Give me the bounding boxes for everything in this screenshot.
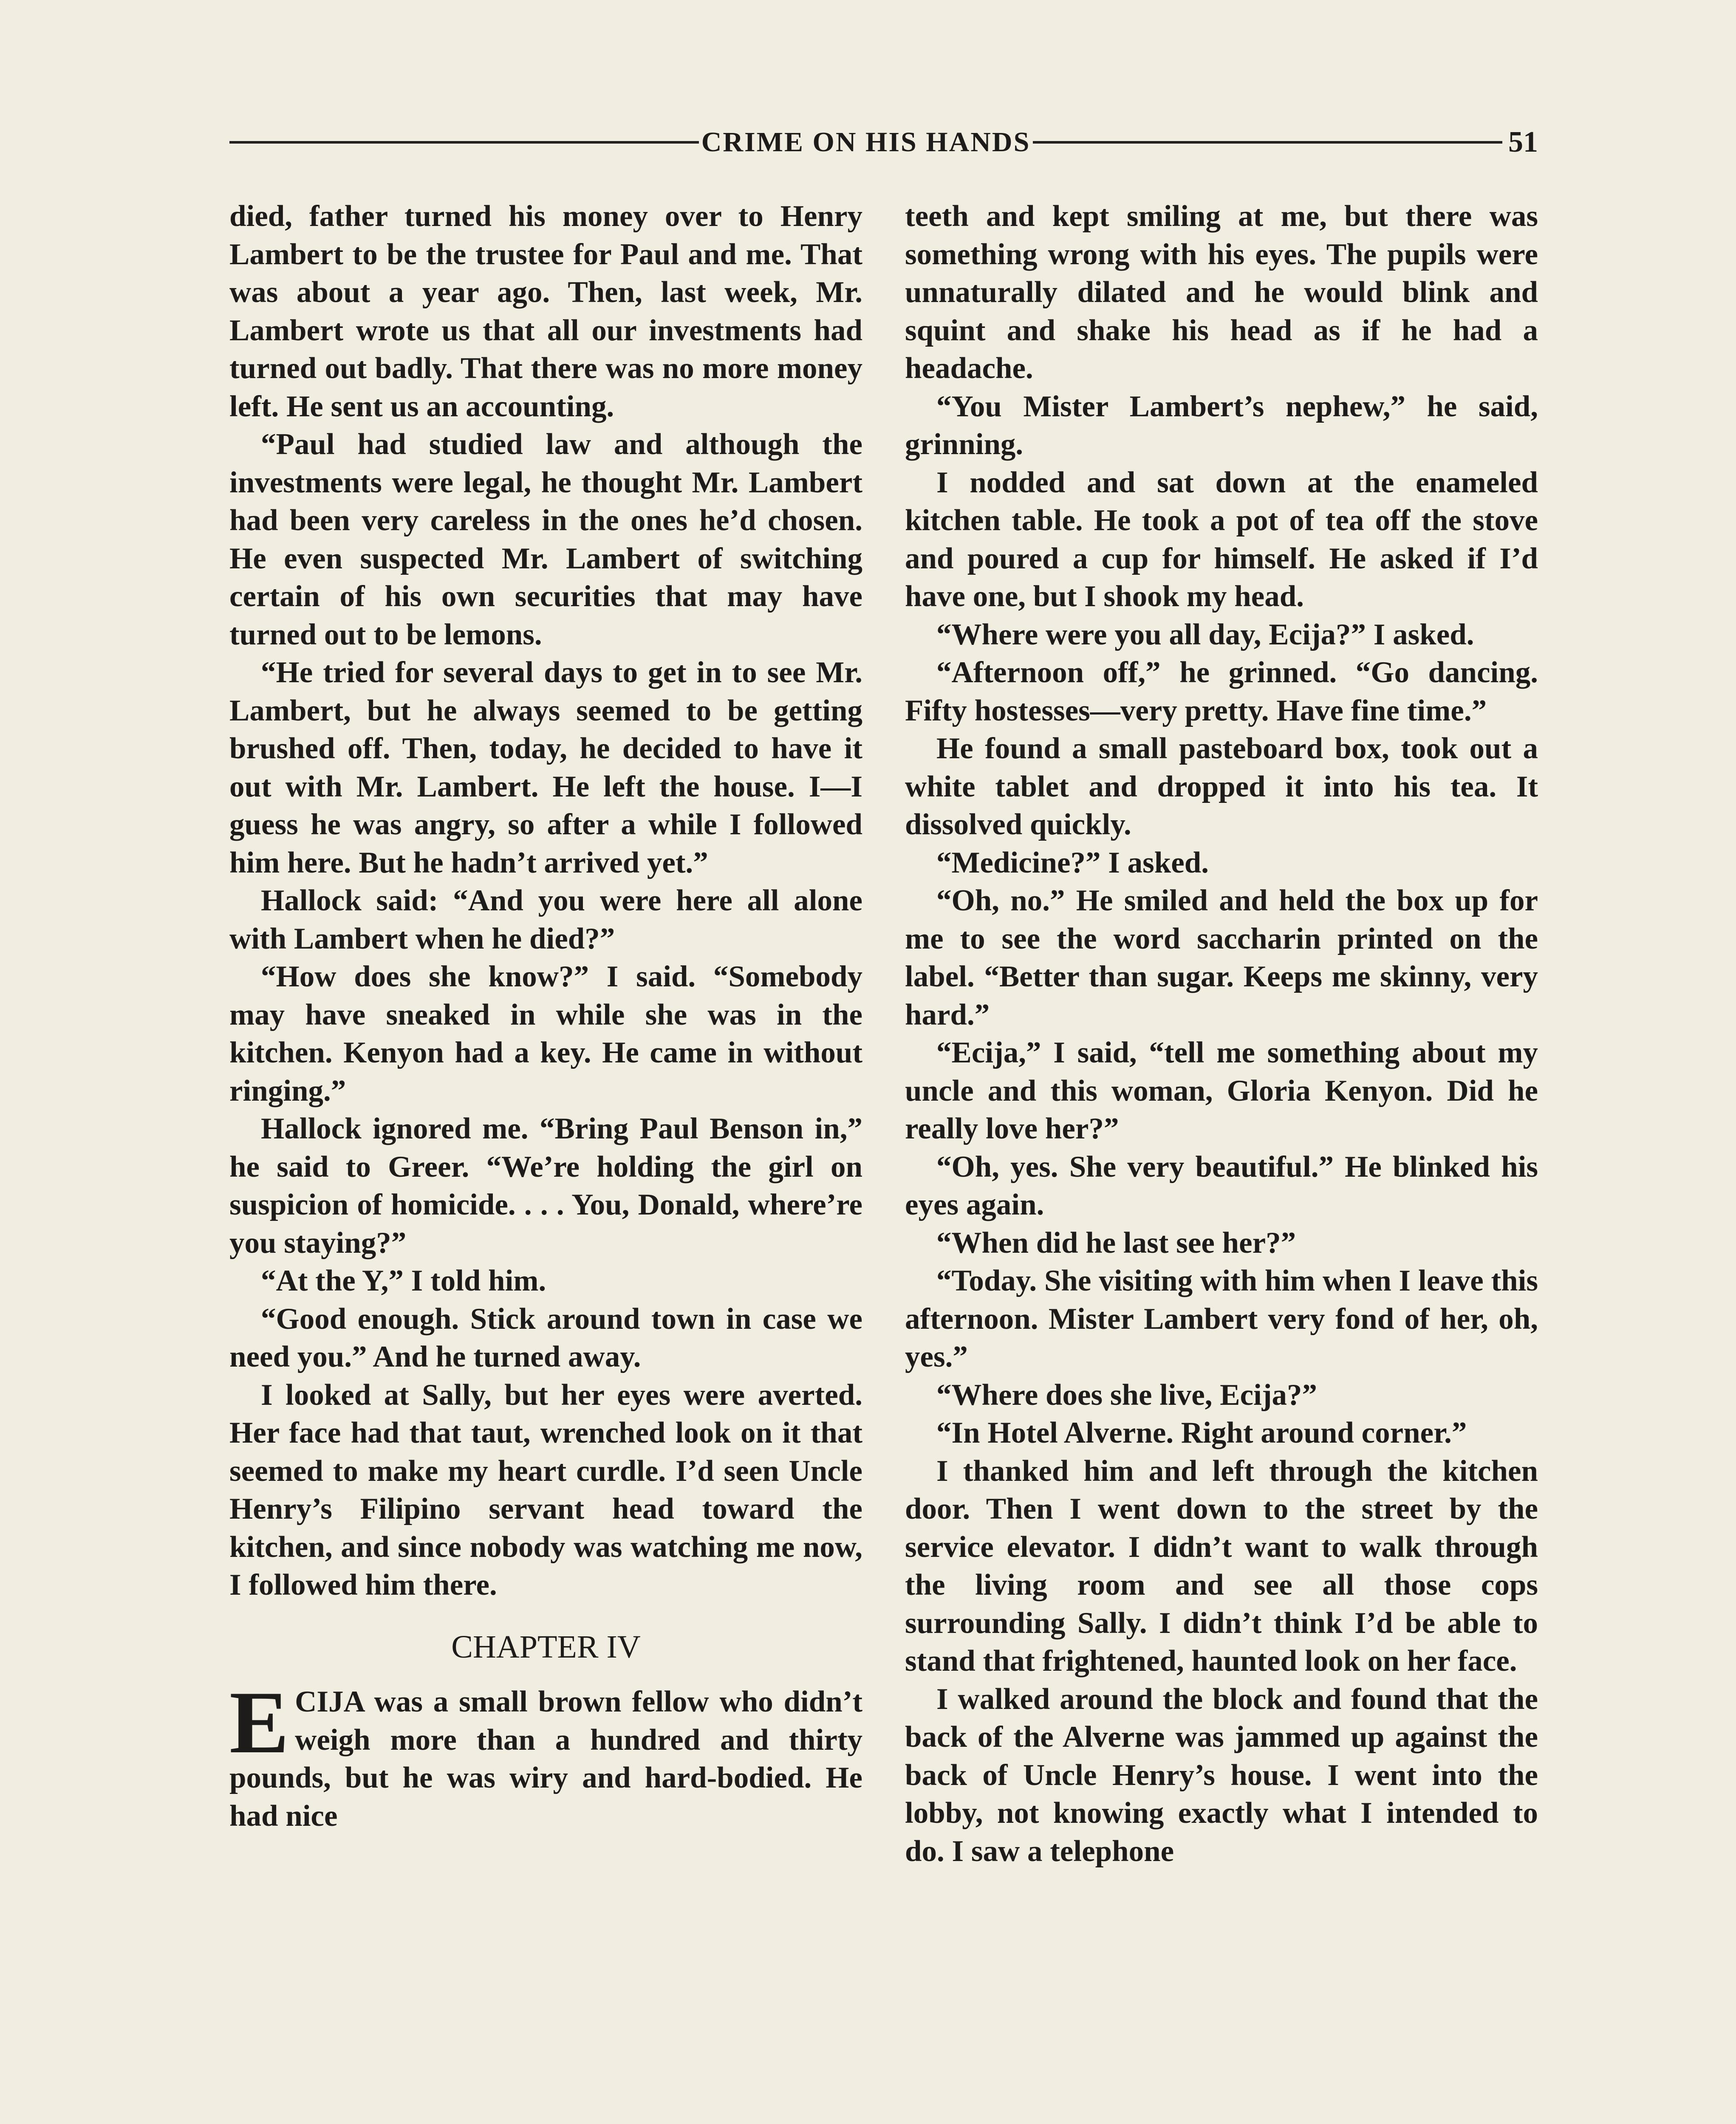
chapter-opening-paragraph: [229, 1673, 862, 1835]
paragraph: “Oh, no.” He smiled and held the box up for me to see the word saccharin printed on the label. “Better than sugar. Keeps me skinny, very hard.”: [905, 884, 1538, 1031]
header-rule-right: [1033, 141, 1502, 144]
paragraph: “Medicine?” I asked.: [936, 846, 1209, 879]
paragraph: “Oh, yes. She very beautiful.” He blinked his eyes again.: [905, 1150, 1538, 1221]
paragraph: I thanked him and left through the kitchen door. Then I went down to the street by the service elevator. I didn’t want to walk through the living room and see all those cops surrounding Sally. I didn’t think I’d be able to stand that frightened, haunted look on her face.: [905, 1454, 1538, 1678]
paragraph: I looked at Sally, but her eyes were averted. Her face had that taut, wrenched look on it that seemed to make my heart curdle. I’d seen Uncle Henry’s Filipino servant head toward the kitchen, and since nobody was watching me now, I followed him there.: [229, 1378, 862, 1601]
page-number: 51: [1508, 126, 1538, 158]
paragraph: teeth and kept smiling at me, but there was something wrong with his eyes. The pupils were unnaturally dilated and he would blink and squint and shake his head as if he had a headache.: [905, 200, 1538, 385]
drop-cap: E: [229, 1673, 289, 1772]
paragraph: “Where does she live, Ecija?”: [936, 1378, 1317, 1412]
paragraph: “In Hotel Alverne. Right around corner.”: [936, 1416, 1467, 1449]
paragraph: Hallock said: “And you were here all alone with Lambert when he died?”: [229, 884, 862, 955]
paragraph-text: CIJA was a small brown fellow who didn’t weigh more than a hundred and thirty pounds, but he was wiry and hard-bodied. He had nice: [229, 1685, 862, 1833]
paragraph: “You Mister Lambert’s nephew,” he said, grinning.: [905, 390, 1538, 461]
running-header: [229, 117, 1538, 168]
paragraph: “He tried for several days to get in to see Mr. Lambert, but he always seemed to be getting brushed off. Then, today, he decided to have it out with Mr. Lambert. He left the house. I—I guess he was angry, so after a while I followed him here. But he hadn’t arrived yet.”: [229, 656, 862, 879]
paragraph: He found a small pasteboard box, took out a white tablet and dropped it into his tea. It dissolved quickly.: [905, 732, 1538, 841]
header-rule-left: [229, 141, 699, 144]
paragraph: “Paul had studied law and although the investments were legal, he thought Mr. Lambert had been very careless in the ones he’d chosen. He even suspected Mr. Lambert of switching certain of his own securities that may have turned out to be lemons.: [229, 428, 862, 651]
paragraph: “At the Y,” I told him.: [261, 1264, 546, 1297]
paragraph: “How does she know?” I said. “Somebody may have sneaked in while she was in the kitchen. Kenyon had a key. He came in without ringing.”: [229, 960, 862, 1107]
paragraph: I nodded and sat down at the enameled kitchen table. He took a pot of tea off the stove and poured a cup for himself. He asked if I’d have one, but I shook my head.: [905, 466, 1538, 613]
paragraph: died, father turned his money over to Henry Lambert to be the trustee for Paul and me. That was about a year ago. Then, last week, Mr. Lambert wrote us that all our investments had turned out badly. That there was no more money left. He sent us an accounting.: [229, 200, 862, 423]
chapter-heading: CHAPTER IV: [451, 1629, 641, 1665]
paragraph: “Ecija,” I said, “tell me something about my uncle and this woman, Gloria Kenyon. Did he really love her?”: [905, 1036, 1538, 1145]
paragraph: “Afternoon off,” he grinned. “Go dancing. Fifty hostesses—very pretty. Have fine time.”: [905, 656, 1538, 727]
paragraph: “Good enough. Stick around town in case we need you.” And he turned away.: [229, 1302, 862, 1373]
right-column: [905, 198, 1538, 1870]
paragraph: “When did he last see her?”: [936, 1226, 1296, 1260]
paragraph: “Today. She visiting with him when I leave this afternoon. Mister Lambert very fond of her, oh, yes.”: [905, 1264, 1538, 1373]
paragraph: “Where were you all day, Ecija?” I asked.: [936, 618, 1474, 651]
left-column: [229, 198, 862, 1835]
paragraph: I walked around the block and found that the back of the Alverne was jammed up against the back of Uncle Henry’s house. I went into the lobby, not knowing exactly what I intended to do. I saw a telephone: [905, 1682, 1538, 1868]
paragraph: Hallock ignored me. “Bring Paul Benson in,” he said to Greer. “We’re holding the girl on suspicion of homicide. . . . You, Donald, where’re you staying?”: [229, 1112, 862, 1260]
running-title: CRIME ON HIS HANDS: [701, 127, 1031, 158]
